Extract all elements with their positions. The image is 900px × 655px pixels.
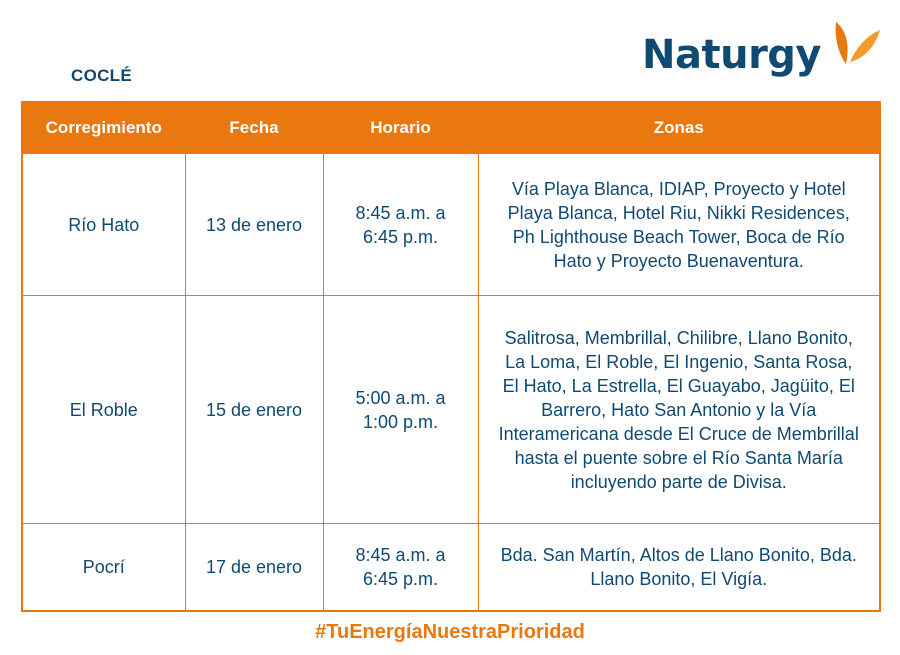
cell-horario: [323, 154, 478, 296]
header-corregimiento: Corregimiento: [22, 102, 185, 154]
header-horario: Horario: [323, 102, 478, 154]
zonas-text: Bda. San Martín, Altos de Llano Bonito, Bda. Llano Bonito, El Vigía.: [500, 545, 857, 589]
zonas-text: Salitrosa, Membrillal, Chilibre, Llano Bonito, La Loma, El Roble, El Ingenio, Santa Rosa, El Hato, La Estrella, El Guayabo, Jagüito, El Barrero, Hato San Antonio y la Vía Interamericana desde El Cruce de Membrillal hasta el puente sobre el Río Santa María incluyendo parte de Divisa.: [498, 327, 859, 492]
horario-text: 5:00 a.m. a 1:00 p.m.: [355, 387, 446, 432]
cell-fecha: 13 de enero: [185, 154, 323, 296]
cell-horario: [323, 296, 478, 524]
cell-fecha: 15 de enero: [185, 296, 323, 524]
table-row: [22, 296, 880, 524]
cell-zonas: [478, 296, 880, 524]
horario-text: 8:45 a.m. a 6:45 p.m.: [355, 545, 446, 589]
hashtag: #TuEnergíaNuestraPrioridad: [315, 621, 585, 643]
header-fecha: Fecha: [185, 102, 323, 154]
butterfly-icon: [830, 18, 882, 70]
region-title: COCLÉ: [71, 66, 132, 85]
zonas-text: Vía Playa Blanca, IDIAP, Proyecto y Hotel Playa Blanca, Hotel Riu, Nikki Residences, Ph Lighthouse Beach Tower, Boca de Río Hato y Proyecto Buenaventura.: [507, 178, 850, 271]
naturgy-logo: [642, 18, 882, 88]
table-row: [22, 524, 880, 612]
table-row: [22, 154, 880, 296]
cell-zonas: [478, 154, 880, 296]
cell-horario: [323, 524, 478, 612]
schedule-table: [21, 101, 881, 612]
logo-wordmark: Naturgy: [642, 32, 821, 78]
table-header-row: [22, 102, 880, 154]
cell-corregimiento: Río Hato: [22, 154, 185, 296]
cell-corregimiento: El Roble: [22, 296, 185, 524]
cell-corregimiento: Pocrí: [22, 524, 185, 612]
header-zonas: Zonas: [478, 102, 880, 154]
horario-text: 8:45 a.m. a 6:45 p.m.: [355, 202, 446, 247]
cell-zonas: [478, 524, 880, 612]
cell-fecha: 17 de enero: [185, 524, 323, 612]
